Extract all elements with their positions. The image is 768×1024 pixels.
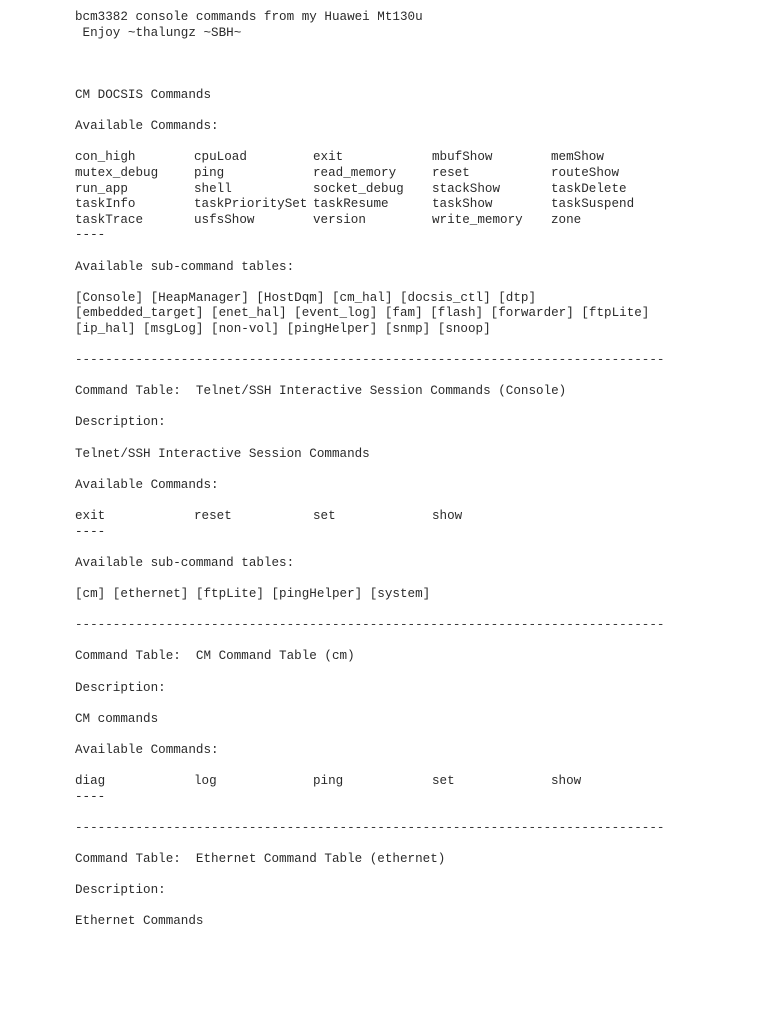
command-item: stackShow [432, 181, 501, 196]
command-item: reset [194, 509, 232, 524]
available-commands-label: Available Commands: [75, 742, 219, 757]
command-item: show [551, 774, 582, 789]
command-row [75, 509, 715, 525]
spacer [75, 41, 715, 88]
section-divider: ------------------------------------------------------------------------------ [75, 353, 665, 368]
command-item: ping [194, 165, 225, 180]
command-item: zone [551, 212, 582, 227]
description-text: Ethernet Commands [75, 914, 204, 929]
section-heading-docsis: CM DOCSIS Commands [75, 87, 212, 102]
command-item: taskInfo [75, 197, 136, 212]
command-item: taskSuspend [551, 197, 635, 212]
description-text: Telnet/SSH Interactive Session Commands [75, 446, 370, 461]
section-divider: ------------------------------------------------------------------------------ [75, 820, 665, 835]
document-title: bcm3382 console commands from my Huawei Mt130u [75, 10, 423, 24]
command-row [75, 197, 715, 213]
command-item: mutex_debug [75, 165, 159, 180]
description-label: Description: [75, 883, 166, 898]
command-grid-docsis [75, 150, 715, 228]
command-item: mbufShow [432, 150, 493, 165]
command-item: exit [75, 509, 106, 524]
subtables-line: [ip_hal] [msgLog] [non-vol] [pingHelper] [snmp] [snoop] [75, 321, 491, 336]
command-item: taskPrioritySet [194, 197, 308, 212]
description-text: CM commands [75, 711, 159, 726]
subtables-line: [embedded_target] [enet_hal] [event_log] [fam] [flash] [forwarder] [ftpLite] [75, 306, 650, 321]
command-item: taskTrace [75, 212, 144, 227]
command-item: run_app [75, 181, 128, 196]
command-item: read_memory [313, 165, 397, 180]
command-item: taskResume [313, 197, 389, 212]
document-page [75, 10, 715, 930]
document-byline: Enjoy ~thalungz ~SBH~ [75, 25, 242, 40]
command-row [75, 150, 715, 166]
command-item: version [313, 212, 366, 227]
subtables-label: Available sub-command tables: [75, 259, 295, 274]
command-item: usfsShow [194, 212, 255, 227]
command-item: taskDelete [551, 181, 627, 196]
command-item: socket_debug [313, 181, 404, 196]
subtables-line: [cm] [ethernet] [ftpLite] [pingHelper] [system] [75, 586, 431, 601]
command-item: memShow [551, 150, 604, 165]
command-item: set [432, 774, 455, 789]
command-item: reset [432, 165, 470, 180]
available-commands-label: Available Commands: [75, 119, 219, 134]
command-row [75, 774, 715, 790]
command-row [75, 182, 715, 198]
command-table-heading-ethernet: Command Table: Ethernet Command Table (ethernet) [75, 852, 446, 867]
description-label: Description: [75, 680, 166, 695]
description-label: Description: [75, 415, 166, 430]
command-item: con_high [75, 150, 136, 165]
subtables-label: Available sub-command tables: [75, 555, 295, 570]
command-item: exit [313, 150, 344, 165]
end-marker: ---- [75, 228, 106, 243]
available-commands-label: Available Commands: [75, 477, 219, 492]
command-item: shell [194, 181, 232, 196]
command-item: cpuLoad [194, 150, 247, 165]
command-table-heading-cm: Command Table: CM Command Table (cm) [75, 649, 355, 664]
command-table-heading-console: Command Table: Telnet/SSH Interactive Session Commands (Console) [75, 384, 567, 399]
command-row [75, 166, 715, 182]
end-marker: ---- [75, 524, 106, 539]
command-item: taskShow [432, 197, 493, 212]
section-divider: ------------------------------------------------------------------------------ [75, 618, 665, 633]
end-marker: ---- [75, 789, 106, 804]
command-item: ping [313, 774, 344, 789]
command-item: write_memory [432, 212, 523, 227]
command-item: diag [75, 774, 106, 789]
subtables-line: [Console] [HeapManager] [HostDqm] [cm_hal] [docsis_ctl] [dtp] [75, 290, 537, 305]
command-row [75, 213, 715, 229]
command-item: set [313, 509, 336, 524]
command-item: show [432, 509, 463, 524]
command-item: routeShow [551, 165, 620, 180]
command-item: log [194, 774, 217, 789]
